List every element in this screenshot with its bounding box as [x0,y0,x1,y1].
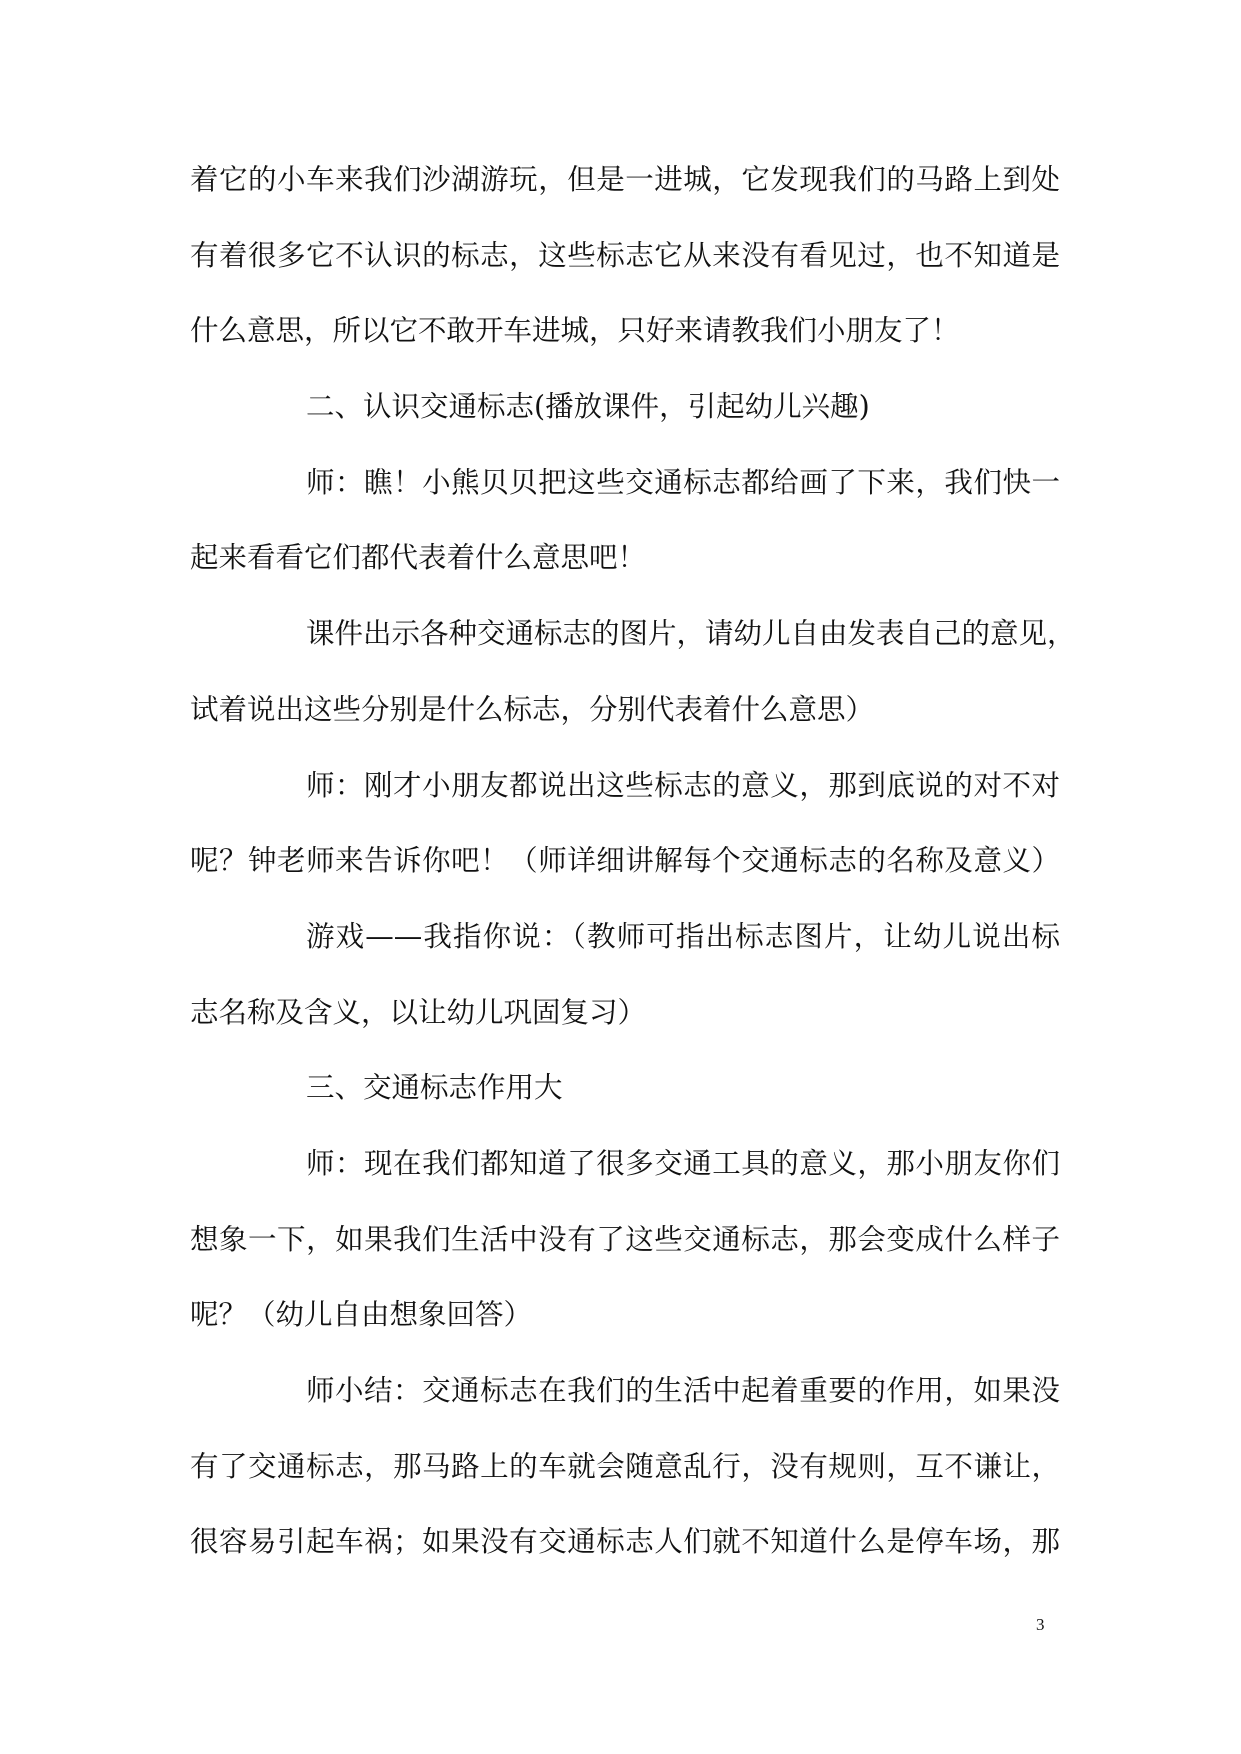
page-number: 3 [1036,1615,1045,1634]
text-line: 师：现在我们都知道了很多交通工具的意义，那小朋友你们 [306,1146,1060,1180]
text-line: 师小结：交通标志在我们的生活中起着重要的作用，如果没 [306,1374,1060,1407]
text-line: 课件出示各种交通标志的图片，请幼儿自由发表自己的意见， [306,617,1076,651]
text-line: 有了交通标志，那马路上的车就会随意乱行，没有规则，互不谦让， [190,1449,1060,1483]
text-line: 试着说出这些分别是什么标志，分别代表着什么意思） [190,692,875,726]
text-line: 师：刚才小朋友都说出这些标志的意义，那到底说的对不对 [306,768,1060,802]
text-line: 师：瞧！小熊贝贝把这些交通标志都给画了下来，我们快一 [306,465,1060,499]
text-line: 很容易引起车祸；如果没有交通标志人们就不知道什么是停车场，那 [190,1525,1060,1559]
section-heading: 三、交通标志作用大 [306,1071,563,1105]
body-text [190,142,1076,1580]
text-line: 想象一下，如果我们生活中没有了这些交通标志，那会变成什么样子 [190,1222,1060,1256]
text-line: 什么意思，所以它不敢开车进城，只好来请教我们小朋友了！ [190,314,960,348]
text-line: 起来看看它们都代表着什么意思吧！ [190,541,647,575]
text-line: 呢？（幼儿自由想象回答） [190,1298,533,1332]
text-line: 游戏——我指你说：（教师可指出标志图片，让幼儿说出标 [306,919,1060,953]
text-line: 呢？钟老师来告诉你吧！（师详细讲解每个交通标志的名称及意义） [190,844,1060,878]
section-heading: 二、认识交通标志(播放课件，引起幼儿兴趣) [306,390,870,424]
text-line: 着它的小车来我们沙湖游玩，但是一进城，它发现我们的马路上到处 [190,163,1060,196]
text-line: 有着很多它不认识的标志，这些标志它从来没有看见过，也不知道是 [190,238,1060,272]
text-line: 志名称及含义，以让幼儿巩固复习） [190,995,647,1029]
